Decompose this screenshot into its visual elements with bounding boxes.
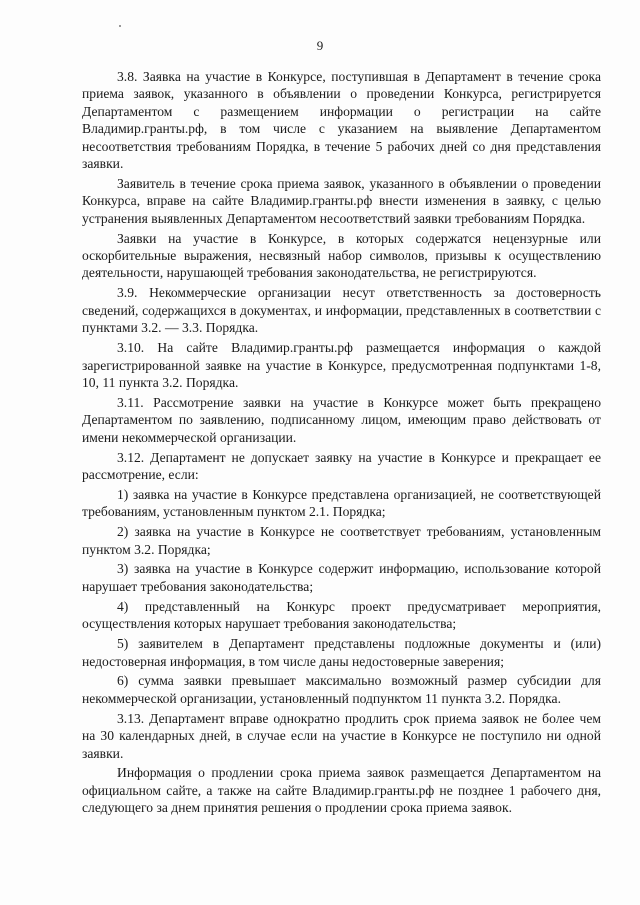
paragraph-extension-info: Информация о продлении срока приема заявок размещается Департаментом на официальном сайте, а также на сайте Владимир.гранты.рф не позднее 1 рабочего дня, следующего за днем принятия решения о продлении срока приема заявок. [82, 765, 601, 816]
paragraph-3-13: 3.13. Департамент вправе однократно продлить срок приема заявок не более чем на 30 календарных дней, в случае если на участие в Конкурсе не поступило ни одной заявки. [82, 710, 601, 761]
page-number: 9 [316, 38, 324, 53]
paragraph-not-registered: Заявки на участие в Конкурсе, в которых содержатся нецензурные или оскорбительные выражения, несвязный набор символов, призывы к осуществлению деятельности, нарушающей требования законодательства, не регистрируются. [82, 230, 601, 281]
list-item-2: 2) заявка на участие в Конкурсе не соответствует требованиям, установленным пунктом 3.2. Порядка; [82, 524, 601, 557]
paragraph-3-10: 3.10. На сайте Владимир.гранты.рф размещается информация о каждой зарегистрированной заявке на участие в Конкурсе, предусмотренная подпунктами 1-8, 10, 11 пункта 3.2. Порядка. [82, 340, 601, 390]
list-item-5: 5) заявителем в Департамент представлены подложные документы и (или) недостоверная информация, в том числе даны недостоверные заверения; [82, 636, 601, 669]
list-item-6: 6) сумма заявки превышает максимально возможный размер субсидии для некоммерческой организации, установленный подпунктом 11 пункта 3.2. Порядка. [82, 673, 601, 706]
scan-artifact [119, 25, 121, 27]
list-item-3: 3) заявка на участие в Конкурсе содержит информацию, использование которой нарушает требования законодательства; [82, 561, 601, 594]
paragraph-3-11: 3.11. Рассмотрение заявки на участие в Конкурсе может быть прекращено Департаментом по заявлению, подписанному лицом, имеющим право действовать от имени некоммерческой организации. [82, 394, 601, 445]
paragraph-applicant-changes: Заявитель в течение срока приема заявок, указанного в объявлении о проведении Конкурса, вправе на сайте Владимир.гранты.рф внести изменения в заявку, с целью устранения выявленных Департаментом несоответствий заявки требованиям Порядка. [82, 175, 601, 226]
list-item-1: 1) заявка на участие в Конкурсе представлена организацией, не соответствующей требованиям, установленным пунктом 2.1. Порядка; [82, 486, 601, 520]
paragraph-3-8: 3.8. Заявка на участие в Конкурсе, поступившая в Департамент в течение срока приема заявок, указанного в объявлении о проведении Конкурса, регистрируется Департаментом с размещением информации о регистрации на сайте Владимир.гранты.рф, в том числе с указанием на выявление Департаментом несоответствия требованиям Порядка, в течение 5 рабочих дней со дня представления заявки. [82, 69, 601, 172]
paragraph-3-12: 3.12. Департамент не допускает заявку на участие в Конкурсе и прекращает ее рассмотрение, если: [82, 449, 601, 482]
document-body [82, 68, 601, 819]
list-item-4: 4) представленный на Конкурс проект предусматривает мероприятия, осуществления которых нарушает требования законодательства; [82, 598, 601, 632]
paragraph-3-9: 3.9. Некоммерческие организации несут ответственность за достоверность сведений, содержащихся в документах, и информации, представленных в соответствии с пунктами 3.2. — 3.3. Порядка. [82, 285, 601, 336]
